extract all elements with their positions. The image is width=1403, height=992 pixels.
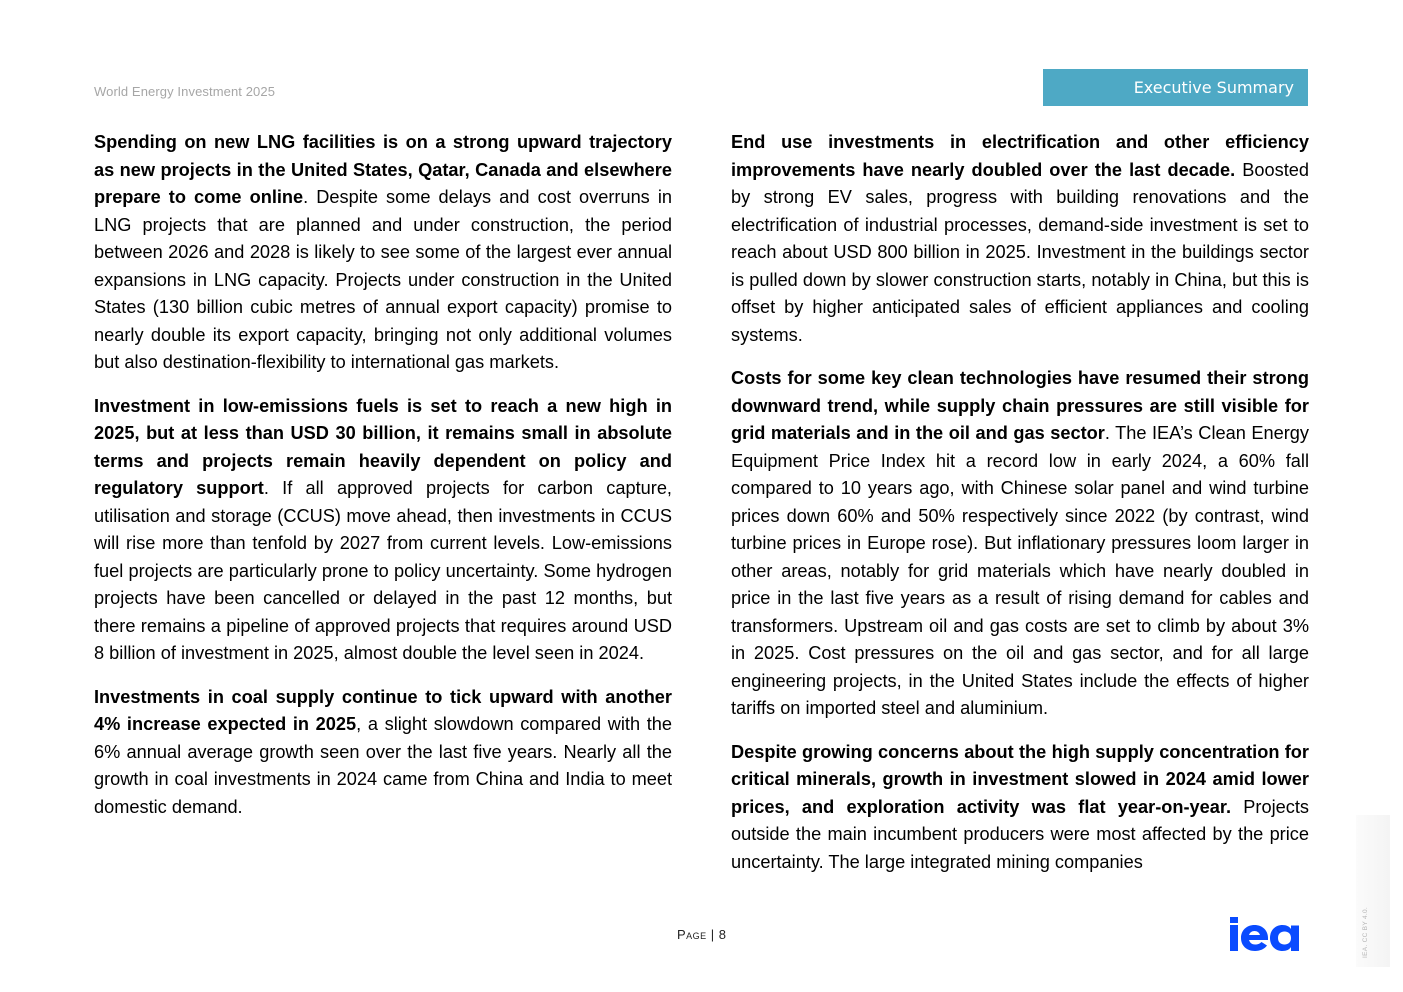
paragraph-lead: End use investments in electrification and other efficiency improvements have nearly doubled over the last decade. — [731, 132, 1309, 180]
iea-logo-icon — [1230, 917, 1308, 951]
paragraph-lead: Despite growing concerns about the high supply concentration for critical minerals, growth in investment slowed in 2024 amid lower prices, and exploration activity was flat year-on-year. — [731, 741, 1309, 817]
section-tab: Executive Summary — [1043, 69, 1308, 106]
paragraph-coal-supply — [94, 684, 672, 822]
paragraph-end-use — [731, 129, 1309, 349]
paragraph-lng — [94, 129, 672, 377]
paragraph-body: , a slight slowdown compared with the 6% annual average growth seen over the last five years. Nearly all the growth in coal investments in 2024 came from China and India to meet domestic demand. — [94, 714, 673, 817]
right-column — [731, 129, 1309, 892]
paragraph-body: . Despite some delays and cost overruns in LNG projects that are planned and under construction, the period between 2026 and 2028 is likely to see some of the largest ever annual expansions in LNG capacity. Projects under construction in the United States (130 billion cubic metres of annual export capacity) promise to nearly double its export capacity, bringing not only additional volumes but also destination-flexibility to international gas markets. — [94, 187, 672, 372]
paragraph-body: . If all approved projects for carbon capture, utilisation and storage (CCUS) move ahead, then investments in CCUS will rise more than tenfold by 2027 from current levels. Low-emissions fuel projects are particularly prone to policy uncertainty. Some hydrogen projects have been cancelled or delayed in the past 12 months, but there remains a pipeline of approved projects that requires around USD 8 billion of investment in 2025, almost double the level seen in 2024. — [94, 478, 672, 663]
running-title: World Energy Investment 2025 — [94, 84, 276, 99]
left-column — [94, 129, 672, 837]
paragraph-lead: Investments in coal supply continue to tick upward with another 4% increase expected in 2025 — [94, 686, 672, 734]
paragraph-lead: Spending on new LNG facilities is on a strong upward trajectory as new projects in the United States, Qatar, Canada and elsewhere prepare to come online — [94, 132, 672, 207]
paragraph-lead: Investment in low-emissions fuels is set to reach a new high in 2025, but at less than USD 30 billion, it remains small in absolute terms and projects remain heavily dependent on policy and regulatory support — [94, 395, 672, 498]
paragraph-body: . The IEA’s Clean Energy Equipment Price Index hit a record low in early 2024, a 60% fall compared to 10 years ago, with Chinese solar panel and wind turbine prices down 60% and 50% respectively since 2022 (by contrast, wind turbine prices in Europe rose). But inflationary pressures loom larger in other areas, notably for grid materials which have nearly doubled in price in the last five years as a result of rising demand for cables and transformers. Upstream oil and gas costs are set to climb by about 3% in 2025. Cost pressures on the oil and gas sector, and for all large engineering projects, in the United States include the effects of higher tariffs on imported steel and aluminium. — [731, 423, 1309, 718]
paragraph-body: Boosted by strong EV sales, progress with building renovations and the electrification of industrial processes, demand-side investment is set to reach about USD 800 billion in 2025. Investment in the buildings sector is pulled down by slower construction starts, notably in China, but this is offset by higher anticipated sales of efficient appliances and cooling systems. — [731, 159, 1309, 345]
page-number: Page | 8 — [677, 927, 727, 942]
license-text: IEA. CC BY 4.0. — [1362, 907, 1369, 958]
paragraph-body: Projects outside the main incumbent producers were most affected by the price uncertainty. The large integrated mining companies — [731, 796, 1309, 872]
paragraph-lead: Costs for some key clean technologies have resumed their strong downward trend, while supply chain pressures are still visible for grid materials and in the oil and gas sector — [731, 368, 1309, 443]
paragraph-low-emissions-fuels — [94, 393, 672, 668]
paragraph-clean-tech-costs — [731, 365, 1309, 723]
paragraph-critical-minerals — [731, 739, 1309, 877]
